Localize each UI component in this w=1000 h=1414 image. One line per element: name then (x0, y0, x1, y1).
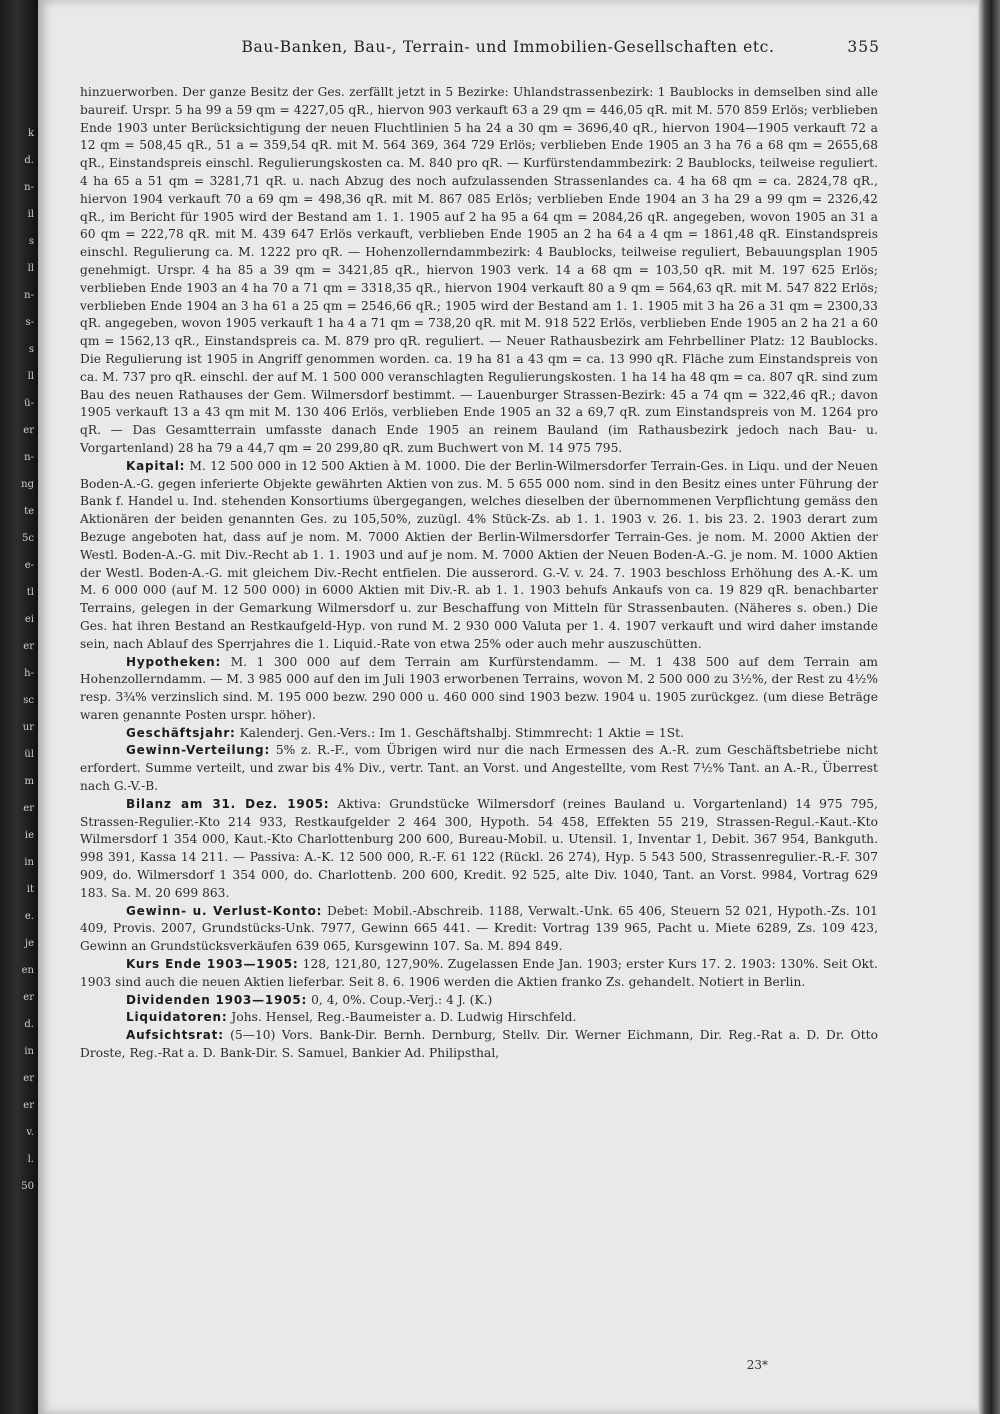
paragraph-geschaeftsjahr (80, 725, 878, 743)
margin-fragment: v. (26, 1127, 34, 1138)
paragraph-gewinn-verteilung (80, 742, 878, 795)
paragraph-text: 0, 4, 0%. Coup.-Verj.: 4 J. (K.) (311, 992, 493, 1007)
paragraph-dividenden (80, 992, 878, 1010)
margin-fragment: n- (24, 290, 34, 301)
section-label: Aufsichtsrat: (126, 1028, 224, 1043)
paragraph-text: M. 12 500 000 in 12 500 Aktien à M. 1000. Die der Berlin-Wilmersdorfer Terrain-Ges. in Liqu. und der Neuen Boden-A.-G. gegen inferierte Objekte gewährten Aktien von zus. M. 5 655 000 nom. sind in den Besitz eines unter Führung der Bank f. Handel u. Ind. stehenden Konsortiums übergegangen, welches dieselben der übernommenen Verpflichtung gemäss den Aktionären der beiden genannten Ges. zu 105,50%, zuzügl. 4% Stück-Zs. ab 1. 1. 1903 v. 26. 1. bis 23. 2. 1903 derart zum Bezuge angeboten hat, dass auf je nom. M. 7000 Aktien der Berlin-Wilmersdorfer Terrain-Ges. je nom. M. 2000 Aktien der Westl. Boden-A.-G. mit Div.-Recht ab 1. 1. 1903 und auf je nom. M. 7000 Aktien der Neuen Boden-A.-G. je nom. M. 1000 Aktien der Westl. Boden-A.-G. mit gleichem Div.-Recht entfielen. Die ausserord. G.-V. v. 24. 7. 1903 beschloss Erhöhung des A.-K. um M. 6 000 000 (auf M. 12 500 000) in 6000 Aktien mit Div.-R. ab 1. 1. 1903 behufs Ankaufs von ca. 19 829 qR. benachbarter Terrains, gelegen in der Gemarkung Wilmersdorf u. zur Beschaffung von Mitteln für Strassenbauten. (Näheres s. oben.) Die Ges. hat ihren Bestand an Restkaufgeld-Hyp. von rund M. 2 930 000 Valuta per 1. 4. 1907 verkauft und wird daher imstande sein, nach Ablauf des Sperrjahres die 1. Liquid.-Rate von etwa 25% oder auch mehr auszuschütten. (80, 458, 878, 651)
margin-fragment: er (23, 803, 34, 814)
margin-fragment: ül (24, 749, 34, 760)
margin-fragment: er (23, 1100, 34, 1111)
margin-fragment: il (27, 209, 34, 220)
margin-fragment: d. (24, 1019, 34, 1030)
margin-fragment: er (23, 425, 34, 436)
margin-fragment: ie (24, 830, 34, 841)
margin-fragment: ll (27, 371, 34, 382)
margin-fragment: er (23, 1073, 34, 1084)
section-label: Geschäftsjahr: (126, 725, 236, 740)
paragraph-kurs (80, 956, 878, 992)
margin-fragment: je (24, 938, 34, 949)
paragraph-terrain (80, 84, 878, 458)
article-body (80, 84, 878, 1063)
margin-fragment: er (23, 992, 34, 1003)
margin-fragment: ng (21, 479, 34, 490)
paragraph-text: hinzuerworben. Der ganze Besitz der Ges. zerfällt jetzt in 5 Bezirke: Uhlandstrassenbezirk: 1 Baublocks in demselben sind alle baureif. Urspr. 5 ha 99 a 59 qm = 4227,05 qR., hiervon 903 verkauft 63 a 29 qm = 446,05 qR. mit M. 570 859 Erlös; verblieben Ende 1903 unter Berücksichtigung der neuen Fluchtlinien 5 ha 24 a 30 qm = 3696,40 qR., hiervon 1904—1905 verkauft 72 a 12 qm = 508,45 qR., 51 a = 359,54 qR. mit M. 564 369, 364 729 Erlös; verblieben Ende 1905 an 3 ha 76 a 68 qm = 2655,68 qR., Einstandspreis einschl. Regulierungskosten ca. M. 840 pro qR. — Kurfürstendammbezirk: 2 Baublocks, teilweise reguliert. 4 ha 65 a 51 qm = 3281,71 qR. u. nach Abzug des noch aufzulassenden Strassenlandes ca. 4 ha 68 qm = ca. 2824,78 qR., hiervon 1904 verkauft 70 a 69 qm = 498,36 qR. mit M. 867 085 Erlös; verblieben Ende 1904 an 3 ha 29 a 99 qm = 2326,42 qR., im Bericht für 1905 wird der Bestand am 1. 1. 1905 auf 2 ha 95 a 64 qm = 2084,26 qR. angegeben, wovon 1905 an 31 a 60 qm = 222,78 qR. mit M. 439 647 Erlös verkauft, verblieben Ende 1905 an 2 ha 64 a 4 qm = 1861,48 qR. Einstandspreis einschl. Regulierung ca. M. 1222 pro qR. — Hohenzollerndammbezirk: 4 Baublocks, teilweise reguliert, Bebauungsplan 1905 genehmigt. Urspr. 4 ha 85 a 39 qm = 3421,85 qR., hiervon 1903 verk. 14 a 68 qm = 103,50 qR. mit M. 197 625 Erlös; verblieben Ende 1903 an 4 ha 70 a 71 qm = 3318,35 qR., hiervon 1904 verkauft 80 a 9 qm = 564,63 qR. mit M. 547 822 Erlös; verblieben Ende 1904 an 3 ha 61 a 25 qm = 2546,66 qR.; 1905 wird der Bestand am 1. 1. 1905 mit 3 ha 26 a 31 qm = 2300,33 qR. angegeben, wovon 1905 verkauft 1 ha 4 a 71 qm = 738,20 qR. mit M. 918 522 Erlös, verblieben Ende 1905 an 2 ha 21 a 60 qm = 1562,13 qR., Einstandspreis ca. M. 879 pro qR. reguliert. — Neuer Rathausbezirk am Fehrbelliner Platz: 12 Baublocks. Die Regulierung ist 1905 in Angriff genommen worden. ca. 19 ha 81 a 43 qm = ca. 13 990 qR. Fläche zum Einstandspreis von ca. M. 737 pro qR. einschl. der auf M. 1 500 000 veranschlagten Regulierungskosten. 1 ha 14 ha 48 qm = ca. 807 qR. sind zum Bau des neuen Rathauses der Gem. Wilmersdorf bestimmt. — Lauenburger Strassen-Bezirk: 45 a 74 qm = 322,46 qR.; davon 1905 verkauft 13 a 43 qm mit M. 130 406 Erlös, verblieben Ende 1905 an 32 a 69,7 qR. zum Einstandspreis von M. 1264 pro qR. — Das Gesamtterrain umfasste danach Ende 1905 an reinem Bauland (im Rathausbezirk jedoch nach Bau- u. Vorgartenland) 28 ha 79 a 44,7 qm = 20 299,80 qR. zum Buchwert von M. 14 975 795. (80, 85, 878, 455)
paragraph-hypotheken (80, 654, 878, 725)
margin-fragment: 50 (21, 1181, 34, 1192)
paragraph-text: M. 1 300 000 auf dem Terrain am Kurfürstendamm. — M. 1 438 500 auf dem Terrain am Hohenzollerndamm. — M. 3 985 000 auf den im Juli 1903 erworbenen Terrains, wovon M. 2 500 000 zu 3½%, der Rest zu 4½% resp. 3¾% verzinslich sind. M. 195 000 bezw. 290 000 u. 460 000 sind 1903 bezw. 1904 u. 1905 zurückgez. (um diese Beträge waren genannte Posten urspr. höher). (80, 654, 878, 722)
margin-fragment: en (21, 965, 34, 976)
book-page (38, 0, 978, 1414)
margin-fragment: s- (25, 317, 34, 328)
margin-fragment: in (24, 857, 34, 868)
running-header (38, 38, 978, 62)
section-label: Hypotheken: (126, 654, 222, 669)
margin-fragment: ei (24, 614, 34, 625)
margin-fragment: ur (22, 722, 34, 733)
margin-fragment: e. (24, 911, 34, 922)
section-label: Kurs Ende 1903—1905: (126, 957, 299, 972)
margin-fragment: d. (24, 155, 34, 166)
section-label: Bilanz am 31. Dez. 1905: (126, 796, 330, 811)
section-label: Liquidatoren: (126, 1010, 228, 1025)
paragraph-text: 5% z. R.-F., vom Übrigen wird nur die nach Ermessen des A.-R. zum Geschäftsbetriebe nicht erfordert. Summe verteilt, und zwar bis 4% Div., vertr. Tant. an Vorst. und Angestellte, vom Rest 7½% Tant. an A.-R., Überrest nach G.-V.-B. (80, 743, 878, 794)
header-title: Bau-Banken, Bau-, Terrain- und Immobilien-Gesellschaften etc. (241, 38, 775, 56)
margin-fragment: in (24, 1046, 34, 1057)
paragraph-text: Debet: Mobil.-Abschreib. 1188, Verwalt.-Unk. 65 406, Steuern 52 021, Hypoth.-Zs. 101 409, Provis. 2007, Grundstücks-Unk. 7977, Gewinn 665 441. — Kredit: Vortrag 139 965, Pacht u. Miete 6289, Zs. 109 423, Gewinn an Grundstücksverkäufen 639 065, Kursgewinn 107. Sa. M. 894 849. (80, 903, 878, 954)
section-label: Gewinn-Verteilung: (126, 743, 271, 758)
margin-fragment: s (28, 344, 34, 355)
margin-fragment: l. (27, 1154, 34, 1165)
paragraph-text: 128, 121,80, 127,90%. Zugelassen Ende Jan. 1903; erster Kurs 17. 2. 1903: 130%. Seit Okt. 1903 sind auch die neuen Aktien lieferbar. Seit 8. 6. 1906 werden die Aktien franko Zs. gehandelt. Notiert in Berlin. (80, 957, 878, 989)
margin-fragment: 5c (22, 533, 34, 544)
paragraph-kapital (80, 458, 878, 654)
margin-fragment: k (27, 128, 34, 139)
paragraph-text: Kalenderj. Gen.-Vers.: Im 1. Geschäftshalbj. Stimmrecht: 1 Aktie = 1St. (239, 725, 684, 740)
margin-fragment: ll (27, 263, 34, 274)
paragraph-text: Aktiva: Grundstücke Wilmersdorf (reines Bauland u. Vorgartenland) 14 975 795, Strassen-Regulier.-Kto 214 933, Restkaufgelder 2 464 300, Hypoth. 54 458, Effekten 55 219, Strassen-Regul.-Kaut.-Kto Wilmersdorf 1 354 000, Kaut.-Kto Charlottenburg 200 600, Bureau-Mobil. u. Utensil. 1, Inventar 1, Debit. 367 954, Bankguth. 998 391, Kassa 14 211. — Passiva: A.-K. 12 500 000, R.-F. 61 122 (Rückl. 26 274), Hyp. 5 543 500, Strassenregulier.-R.-F. 307 909, do. Wilmersdorf 1 354 000, do. Charlottenb. 200 600, Kredit. 92 525, alte Div. 1040, Tant. an Vorst. 9984, Vortrag 629 183. Sa. M. 20 699 863. (80, 796, 878, 900)
section-label: Kapital: (126, 458, 186, 473)
margin-fragment: tl (26, 587, 34, 598)
paragraph-bilanz (80, 796, 878, 903)
left-page-fragments (0, 120, 36, 1340)
margin-fragment: er (23, 641, 34, 652)
paragraph-text: Johs. Hensel, Reg.-Baumeister a. D. Ludwig Hirschfeld. (231, 1010, 577, 1025)
paragraph-text: (5—10) Vors. Bank-Dir. Bernh. Dernburg, Stellv. Dir. Werner Eichmann, Dir. Reg.-Rat a. D. Dr. Otto Droste, Reg.-Rat a. D. Bank-Dir. S. Samuel, Bankier Ad. Philipsthal, (80, 1028, 878, 1061)
margin-fragment: sc (23, 695, 34, 706)
margin-fragment: n- (24, 452, 34, 463)
margin-fragment: m (24, 776, 34, 787)
margin-fragment: te (24, 506, 34, 517)
margin-fragment: ü- (24, 398, 34, 409)
page-number: 355 (847, 38, 880, 56)
margin-fragment: e- (24, 560, 34, 571)
margin-fragment: s (28, 236, 34, 247)
section-label: Dividenden 1903—1905: (126, 992, 308, 1007)
paragraph-liquidatoren (80, 1009, 878, 1027)
margin-fragment: it (26, 884, 34, 895)
margin-fragment: h- (24, 668, 34, 679)
margin-fragment: n- (24, 182, 34, 193)
right-book-edge (978, 0, 1000, 1414)
paragraph-aufsichtsrat (80, 1027, 878, 1063)
section-label: Gewinn- u. Verlust-Konto: (126, 903, 323, 918)
paragraph-gewinn-verlust (80, 903, 878, 956)
sheet-signature: 23* (746, 1358, 768, 1372)
